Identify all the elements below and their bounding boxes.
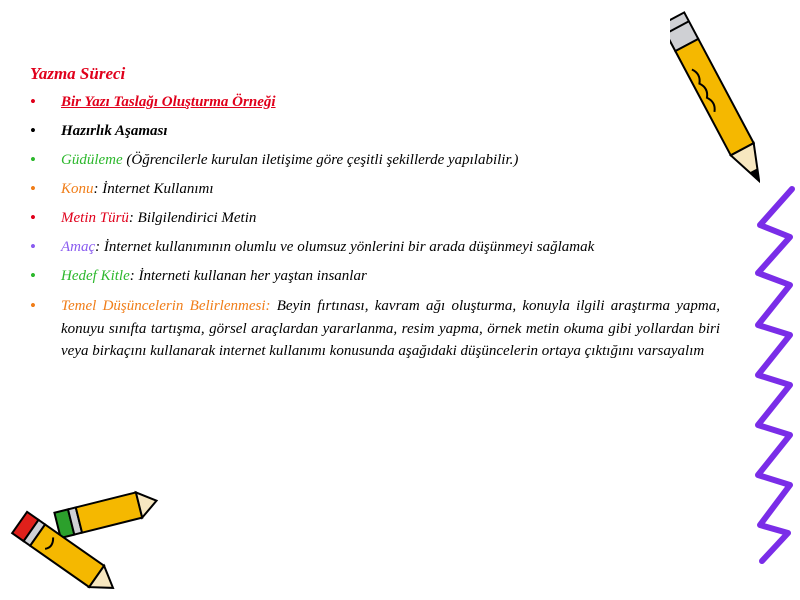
bullet-icon: •: [30, 179, 36, 198]
list-item: [30, 92, 720, 112]
bullet-icon: •: [30, 150, 36, 169]
bullet-list: [30, 92, 720, 372]
list-item: [30, 121, 720, 141]
pencil-icon: [670, 2, 760, 194]
bullet-icon: •: [30, 296, 36, 315]
scribble-decoration: [752, 185, 798, 565]
list-item: [30, 266, 720, 286]
preparation-heading: Hazırlık Aşaması: [61, 123, 168, 139]
bullet-icon: •: [30, 208, 36, 227]
list-item: [30, 150, 720, 170]
list-item: [30, 208, 720, 228]
bullet-icon: •: [30, 121, 36, 140]
item-text: : İnterneti kullanan her yaştan insanlar: [129, 268, 367, 284]
bullet-icon: •: [30, 237, 36, 256]
item-text: : Bilgilendirici Metin: [128, 210, 257, 226]
list-item: [30, 295, 720, 363]
list-item: [30, 179, 720, 199]
item-label: Güdüleme: [61, 152, 123, 168]
bullet-icon: •: [30, 92, 36, 111]
item-text: : İnternet kullanımının olumlu ve olumsuz yönlerini bir arada düşünmeyi sağlamak: [95, 239, 595, 255]
item-text: : İnternet Kullanımı: [93, 181, 214, 197]
list-item: [30, 237, 720, 257]
slide-title: Yazma Süreci: [30, 64, 126, 83]
item-label: Hedef Kitle: [61, 268, 130, 284]
item-label: Amaç: [61, 239, 96, 255]
example-heading: Bir Yazı Taslağı Oluşturma Örneği: [61, 94, 276, 110]
item-text: (Öğrencilerle kurulan iletişime göre çeşitli şekillerde yapılabilir.): [122, 152, 519, 168]
item-label: Konu: [61, 181, 94, 197]
item-text: Beyin fırtınası, kavram ağı oluşturma, konuyla ilgili araştırma yapma, konuyu sınıfta tartışma, görsel araçlardan yararlanma, resim yapma, örnek metin okuma gibi yollardan biri veya birkaçını kullanarak internet kullanımı konusunda aşağıdaki düşüncelerin ortaya çıktığını varsayalım: [61, 298, 720, 359]
item-label: Metin Türü: [61, 210, 129, 226]
item-label: Temel Düşüncelerin Belirlenmesi:: [61, 298, 271, 314]
bullet-icon: •: [30, 266, 36, 285]
pencils-icon: [0, 482, 165, 597]
